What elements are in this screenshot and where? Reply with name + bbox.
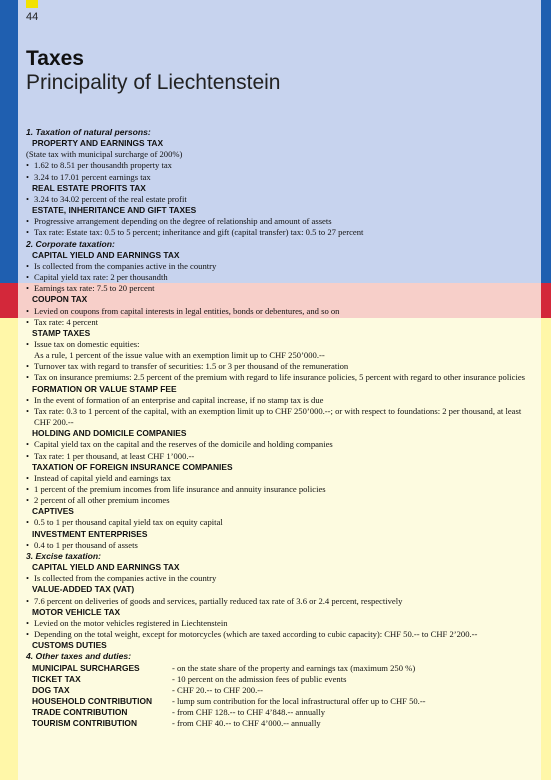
subheading: STAMP TAXES: [32, 327, 91, 338]
bullet-item: • Tax on insurance premiums: 2.5 percent of the premium with regard to life insurance policies, 5 percent with regard to other insurance policies: [26, 372, 526, 383]
left-bar-yellow: [0, 318, 18, 780]
duty-row: [26, 685, 526, 696]
bullet-item: • Is collected from the companies active in the country: [26, 261, 526, 272]
right-bar-blue: [541, 0, 551, 283]
bullet-item: • Instead of capital yield and earnings tax: [26, 473, 526, 484]
duty-label: TRADE CONTRIBUTION: [32, 707, 128, 718]
bullet-item: • 3.24 to 34.02 percent of the real estate profit: [26, 194, 526, 205]
duty-value: - 10 percent on the admission fees of public events: [172, 673, 347, 684]
bullet-item: • Levied on coupons from capital interests in legal entities, bonds or debentures, and so on: [26, 306, 526, 317]
subheading: VALUE-ADDED TAX (VAT): [32, 584, 135, 595]
bullet-item: • Capital yield tax rate: 2 per thousandth: [26, 272, 526, 283]
duty-row: [26, 663, 526, 674]
bullet-item: • 0.4 to 1 per thousand of assets: [26, 540, 526, 551]
duty-value: - from CHF 128.-- to CHF 4’848.-- annually: [172, 707, 326, 718]
page-subtitle: Principality of Liechtenstein: [26, 71, 281, 94]
subheading: REAL ESTATE PROFITS TAX: [32, 182, 146, 193]
bullet-continuation: As a rule, 1 percent of the issue value with an exemption limit up to CHF 250’000.--: [34, 350, 325, 361]
section-heading: 1. Taxation of natural persons:: [26, 127, 151, 137]
bullet-item: • Tax rate: Estate tax: 0.5 to 5 percent; inheritance and gift (capital transfer) tax: 0.5 to 27 percent: [26, 227, 526, 238]
bullet-item: • 2 percent of all other premium incomes: [26, 495, 526, 506]
subheading: CUSTOMS DUTIES: [32, 640, 107, 651]
duty-label: HOUSEHOLD CONTRIBUTION: [32, 695, 153, 706]
bullet-item: • In the event of formation of an enterprise and capital increase, if no stamp tax is due: [26, 395, 526, 406]
section-heading: 3. Excise taxation:: [26, 550, 101, 561]
subheading: CAPTIVES: [32, 506, 74, 517]
bullet-item: • 7.6 percent on deliveries of goods and services, partially reduced tax rate of 3.6 or 2.4 percent, respectively: [26, 596, 526, 607]
bullet-item: • 1.62 to 8.51 per thousandth property tax: [26, 160, 526, 171]
page-number: 44: [26, 11, 39, 23]
duty-value: - from CHF 40.-- to CHF 4’000.-- annually: [172, 718, 321, 729]
page-marker: [26, 0, 38, 8]
page-title: Taxes: [26, 47, 84, 70]
subheading: CAPITAL YIELD AND EARNINGS TAX: [32, 562, 180, 573]
left-bar-blue: [0, 0, 18, 283]
duty-row: [26, 707, 526, 718]
bullet-item: • Progressive arrangement depending on the degree of relationship and amount of assets: [26, 216, 526, 227]
bullet-item: • 3.24 to 17.01 percent earnings tax: [26, 172, 526, 183]
duty-row: [26, 674, 526, 685]
duty-label: TOURISM CONTRIBUTION: [32, 718, 137, 729]
duty-value: - CHF 20.-- to CHF 200.--: [172, 684, 263, 695]
bullet-item: • Is collected from the companies active in the country: [26, 573, 526, 584]
subheading: INVESTMENT ENTERPRISES: [32, 528, 148, 539]
bullet-item: • Earnings tax rate: 7.5 to 20 percent: [26, 283, 526, 294]
subheading: HOLDING AND DOMICILE COMPANIES: [32, 428, 187, 439]
subheading: CAPITAL YIELD AND EARNINGS TAX: [32, 249, 180, 260]
bullet-item: • Tax rate: 4 percent: [26, 317, 526, 328]
right-bar-red: [541, 283, 551, 318]
section-heading: 4. Other taxes and duties:: [26, 651, 132, 662]
duty-row: [26, 718, 526, 729]
note-text: (State tax with municipal surcharge of 200%): [26, 149, 183, 160]
bullet-item: • Turnover tax with regard to transfer of securities: 1.5 or 3 per thousand of the remuneration: [26, 361, 526, 372]
duty-label: TICKET TAX: [32, 673, 81, 684]
bullet-item: • Tax rate: 1 per thousand, at least CHF 1’000.--: [26, 451, 526, 462]
subheading: COUPON TAX: [32, 294, 88, 305]
duty-row: [26, 696, 526, 707]
right-bar-yellow: [541, 318, 551, 780]
subheading: TAXATION OF FOREIGN INSURANCE COMPANIES: [32, 461, 233, 472]
subheading: PROPERTY AND EARNINGS TAX: [32, 138, 164, 149]
subheading: ESTATE, INHERITANCE AND GIFT TAXES: [32, 205, 197, 216]
subheading: FORMATION OR VALUE STAMP FEE: [32, 383, 177, 394]
left-bar-red: [0, 283, 18, 318]
bullet-item: • Issue tax on domestic equities:: [26, 339, 526, 350]
section-heading: 2. Corporate taxation:: [26, 238, 115, 249]
bullet-item: • 0.5 to 1 per thousand capital yield tax on equity capital: [26, 517, 526, 528]
bullet-item: • Capital yield tax on the capital and the reserves of the domicile and holding companies: [26, 439, 526, 450]
duty-value: - lump sum contribution for the local infrastructural offer up to CHF 50.--: [172, 695, 426, 706]
tax-content: [26, 127, 526, 729]
bullet-item: • Levied on the motor vehicles registered in Liechtenstein: [26, 618, 526, 629]
bullet-item: • Tax rate: 0.3 to 1 percent of the capital, with an exemption limit up to CHF 250’000.--; or with respect to foundations: 2 per thousand, at least CHF 200.--: [26, 406, 526, 428]
subheading: MOTOR VEHICLE TAX: [32, 606, 121, 617]
bullet-item: • Depending on the total weight, except for motorcycles (which are taxed according to cubic capacity): CHF 50.-- to CHF 2’200.--: [26, 629, 526, 640]
duty-label: MUNICIPAL SURCHARGES: [32, 662, 140, 673]
bullet-item: • 1 percent of the premium incomes from life insurance and annuity insurance policies: [26, 484, 526, 495]
duty-value: - on the state share of the property and earnings tax (maximum 250 %): [172, 662, 416, 673]
duty-label: DOG TAX: [32, 684, 70, 695]
